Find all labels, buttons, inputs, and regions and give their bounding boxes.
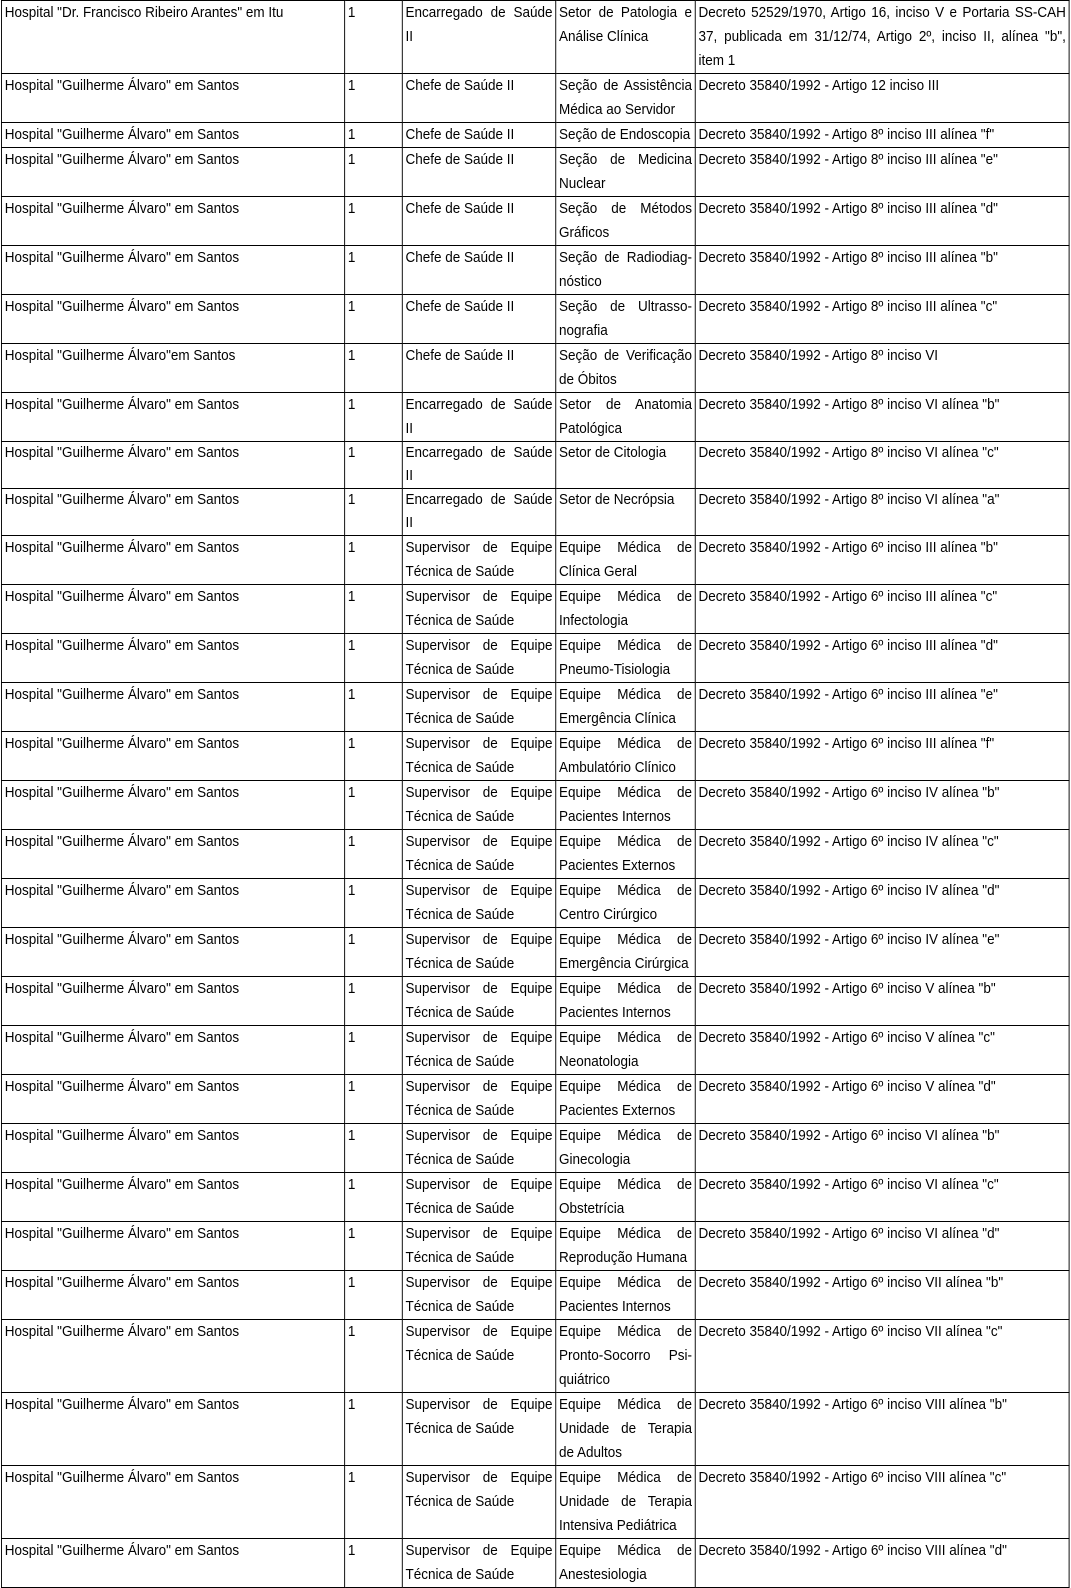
function-cell: Chefe de Saúde II [402, 246, 555, 295]
table-row [1, 683, 1069, 732]
unit-cell: Hospital "Guilherme Álvaro" em Santos [1, 732, 344, 781]
function-cell: Supervisor de Equipe Técnica de Saúde [402, 1320, 555, 1393]
unit-cell: Hospital "Dr. Francisco Ribeiro Arantes" em Itu [1, 1, 344, 74]
quantity-cell: 1 [345, 1466, 403, 1539]
sector-cell: Equipe Médica de Pneumo-Tisiologia [556, 634, 696, 683]
function-cell: Supervisor de Equipe Técnica de Saúde [402, 879, 555, 928]
legal-basis-cell: Decreto 35840/1992 - Artigo 6º inciso VII alínea "b" [695, 1271, 1069, 1320]
sector-cell: Equipe Médica de Clínica Geral [556, 536, 696, 585]
quantity-cell: 1 [345, 683, 403, 732]
legal-basis-cell: Decreto 35840/1992 - Artigo 8º inciso VI alínea "a" [695, 489, 1069, 536]
quantity-cell: 1 [345, 1222, 403, 1271]
function-cell: Supervisor de Equipe Técnica de Saúde [402, 1026, 555, 1075]
table-row [1, 1026, 1069, 1075]
sector-cell: Seção de Assistência Médica ao Servidor [556, 74, 696, 123]
unit-cell: Hospital "Guilherme Álvaro" em Santos [1, 1393, 344, 1466]
sector-cell: Seção de Endoscopia [556, 123, 696, 148]
unit-cell: Hospital "Guilherme Álvaro" em Santos [1, 928, 344, 977]
function-cell: Chefe de Saúde II [402, 123, 555, 148]
unit-cell: Hospital "Guilherme Álvaro" em Santos [1, 634, 344, 683]
sector-cell: Equipe Médica de Ginecologia [556, 1124, 696, 1173]
quantity-cell: 1 [345, 1539, 403, 1588]
quantity-cell: 1 [345, 977, 403, 1026]
quantity-cell: 1 [345, 246, 403, 295]
quantity-cell: 1 [345, 1271, 403, 1320]
legal-basis-cell: Decreto 35840/1992 - Artigo 8º inciso VI [695, 344, 1069, 393]
legal-basis-cell: Decreto 35840/1992 - Artigo 6º inciso VIII alínea "d" [695, 1539, 1069, 1588]
function-cell: Supervisor de Equipe Técnica de Saúde [402, 928, 555, 977]
table-row [1, 442, 1069, 489]
table-row [1, 393, 1069, 442]
table-row [1, 344, 1069, 393]
unit-cell: Hospital "Guilherme Álvaro" em Santos [1, 489, 344, 536]
function-cell: Supervisor de Equipe Técnica de Saúde [402, 977, 555, 1026]
sector-cell: Equipe Médica de Pacientes Externos [556, 830, 696, 879]
table-row [1, 977, 1069, 1026]
table-row [1, 295, 1069, 344]
function-cell: Chefe de Saúde II [402, 148, 555, 197]
legal-basis-cell: Decreto 35840/1992 - Artigo 6º inciso V alínea "c" [695, 1026, 1069, 1075]
legal-basis-cell: Decreto 35840/1992 - Artigo 6º inciso III alínea "f" [695, 732, 1069, 781]
unit-cell: Hospital "Guilherme Álvaro" em Santos [1, 74, 344, 123]
legal-basis-cell: Decreto 35840/1992 - Artigo 6º inciso VI alínea "d" [695, 1222, 1069, 1271]
quantity-cell: 1 [345, 585, 403, 634]
quantity-cell: 1 [345, 928, 403, 977]
unit-cell: Hospital "Guilherme Álvaro" em Santos [1, 1075, 344, 1124]
table-row [1, 928, 1069, 977]
legal-basis-cell: Decreto 35840/1992 - Artigo 6º inciso III alínea "b" [695, 536, 1069, 585]
quantity-cell: 1 [345, 536, 403, 585]
unit-cell: Hospital "Guilherme Álvaro" em Santos [1, 1320, 344, 1393]
table-row [1, 879, 1069, 928]
sector-cell: Equipe Médica de Pacientes Internos [556, 977, 696, 1026]
function-cell: Supervisor de Equipe Técnica de Saúde [402, 781, 555, 830]
sector-cell: Equipe Médica de Ambulatório Clínico [556, 732, 696, 781]
quantity-cell: 1 [345, 1, 403, 74]
table-row [1, 246, 1069, 295]
sector-cell: Equipe Médica de Pacientes Internos [556, 1271, 696, 1320]
legal-basis-cell: Decreto 35840/1992 - Artigo 6º inciso III alínea "e" [695, 683, 1069, 732]
legal-basis-cell: Decreto 35840/1992 - Artigo 6º inciso VII alínea "c" [695, 1320, 1069, 1393]
sector-cell: Equipe Médica de Obstetrícia [556, 1173, 696, 1222]
table-row [1, 732, 1069, 781]
legal-basis-cell: Decreto 35840/1992 - Artigo 6º inciso V alínea "d" [695, 1075, 1069, 1124]
table-row [1, 197, 1069, 246]
sector-cell: Equipe Médica de Infectologia [556, 585, 696, 634]
legal-basis-cell: Decreto 35840/1992 - Artigo 6º inciso IV alínea "e" [695, 928, 1069, 977]
sector-cell: Seção de Verificação de Óbitos [556, 344, 696, 393]
sector-cell: Seção de Métodos Gráficos [556, 197, 696, 246]
unit-cell: Hospital "Guilherme Álvaro" em Santos [1, 977, 344, 1026]
table-row [1, 1393, 1069, 1466]
sector-cell: Seção de Radiodiag-nóstico [556, 246, 696, 295]
unit-cell: Hospital "Guilherme Álvaro" em Santos [1, 1026, 344, 1075]
sector-cell: Equipe Médica de Anestesiologia [556, 1539, 696, 1588]
sector-cell: Equipe Médica de Centro Cirúrgico [556, 879, 696, 928]
sector-cell: Equipe Médica de Pacientes Internos [556, 781, 696, 830]
sector-cell: Equipe Médica de Reprodução Humana [556, 1222, 696, 1271]
table-row [1, 1222, 1069, 1271]
quantity-cell: 1 [345, 634, 403, 683]
legal-basis-cell: Decreto 35840/1992 - Artigo 6º inciso VI alínea "c" [695, 1173, 1069, 1222]
sector-cell: Equipe Médica de Emergência Cirúrgica [556, 928, 696, 977]
sector-cell: Setor de Citologia [556, 442, 696, 489]
sector-cell: Setor de Anatomia Patológica [556, 393, 696, 442]
legal-basis-cell: Decreto 35840/1992 - Artigo 8º inciso III alínea "d" [695, 197, 1069, 246]
quantity-cell: 1 [345, 74, 403, 123]
function-cell: Encarregado de Saúde II [402, 1, 555, 74]
legal-basis-cell: Decreto 35840/1992 - Artigo 6º inciso III alínea "c" [695, 585, 1069, 634]
unit-cell: Hospital "Guilherme Álvaro" em Santos [1, 442, 344, 489]
function-cell: Supervisor de Equipe Técnica de Saúde [402, 634, 555, 683]
quantity-cell: 1 [345, 1075, 403, 1124]
function-cell: Encarregado de Saúde II [402, 489, 555, 536]
function-cell: Supervisor de Equipe Técnica de Saúde [402, 830, 555, 879]
table-row [1, 489, 1069, 536]
unit-cell: Hospital "Guilherme Álvaro" em Santos [1, 585, 344, 634]
sector-cell: Seção de Medicina Nuclear [556, 148, 696, 197]
sector-cell: Seção de Ultrasso-nografia [556, 295, 696, 344]
legal-basis-cell: Decreto 35840/1992 - Artigo 6º inciso VIII alínea "c" [695, 1466, 1069, 1539]
legal-basis-cell: Decreto 52529/1970, Artigo 16, inciso V e Portaria SS-CAH 37, publicada em 31/12/74, Artigo 2º, inciso II, alínea "b", item 1 [695, 1, 1069, 74]
table-row [1, 1271, 1069, 1320]
function-cell: Supervisor de Equipe Técnica de Saúde [402, 1466, 555, 1539]
quantity-cell: 1 [345, 393, 403, 442]
sector-cell: Setor de Patologia e Análise Clínica [556, 1, 696, 74]
unit-cell: Hospital "Guilherme Álvaro" em Santos [1, 879, 344, 928]
legal-basis-cell: Decreto 35840/1992 - Artigo 6º inciso VIII alínea "b" [695, 1393, 1069, 1466]
sector-cell: Equipe Médica de Unidade de Terapia Intensiva Pediátrica [556, 1466, 696, 1539]
table-row [1, 585, 1069, 634]
unit-cell: Hospital "Guilherme Álvaro" em Santos [1, 1271, 344, 1320]
function-cell: Chefe de Saúde II [402, 295, 555, 344]
function-cell: Encarregado de Saúde II [402, 393, 555, 442]
quantity-cell: 1 [345, 489, 403, 536]
quantity-cell: 1 [345, 781, 403, 830]
unit-cell: Hospital "Guilherme Álvaro" em Santos [1, 1466, 344, 1539]
unit-cell: Hospital "Guilherme Álvaro" em Santos [1, 1173, 344, 1222]
legal-basis-cell: Decreto 35840/1992 - Artigo 6º inciso IV alínea "d" [695, 879, 1069, 928]
positions-table [1, 0, 1070, 1588]
function-cell: Supervisor de Equipe Técnica de Saúde [402, 536, 555, 585]
unit-cell: Hospital "Guilherme Álvaro" em Santos [1, 246, 344, 295]
legal-basis-cell: Decreto 35840/1992 - Artigo 8º inciso VI alínea "b" [695, 393, 1069, 442]
sector-cell: Setor de Necrópsia [556, 489, 696, 536]
quantity-cell: 1 [345, 197, 403, 246]
legal-basis-cell: Decreto 35840/1992 - Artigo 6º inciso VI alínea "b" [695, 1124, 1069, 1173]
unit-cell: Hospital "Guilherme Álvaro"em Santos [1, 344, 344, 393]
quantity-cell: 1 [345, 295, 403, 344]
function-cell: Supervisor de Equipe Técnica de Saúde [402, 1539, 555, 1588]
unit-cell: Hospital "Guilherme Álvaro" em Santos [1, 148, 344, 197]
table-row [1, 1466, 1069, 1539]
quantity-cell: 1 [345, 1124, 403, 1173]
unit-cell: Hospital "Guilherme Álvaro" em Santos [1, 683, 344, 732]
positions-table-body [1, 1, 1069, 1588]
function-cell: Supervisor de Equipe Técnica de Saúde [402, 1271, 555, 1320]
quantity-cell: 1 [345, 344, 403, 393]
unit-cell: Hospital "Guilherme Álvaro" em Santos [1, 781, 344, 830]
quantity-cell: 1 [345, 1320, 403, 1393]
quantity-cell: 1 [345, 123, 403, 148]
table-row [1, 536, 1069, 585]
legal-basis-cell: Decreto 35840/1992 - Artigo 8º inciso III alínea "c" [695, 295, 1069, 344]
table-row [1, 781, 1069, 830]
table-row [1, 634, 1069, 683]
table-row [1, 1173, 1069, 1222]
function-cell: Chefe de Saúde II [402, 344, 555, 393]
sector-cell: Equipe Médica de Neonatologia [556, 1026, 696, 1075]
unit-cell: Hospital "Guilherme Álvaro" em Santos [1, 830, 344, 879]
quantity-cell: 1 [345, 830, 403, 879]
sector-cell: Equipe Médica de Pronto-Socorro Psi-quiátrico [556, 1320, 696, 1393]
function-cell: Supervisor de Equipe Técnica de Saúde [402, 1222, 555, 1271]
function-cell: Chefe de Saúde II [402, 74, 555, 123]
unit-cell: Hospital "Guilherme Álvaro" em Santos [1, 1539, 344, 1588]
table-row [1, 123, 1069, 148]
legal-basis-cell: Decreto 35840/1992 - Artigo 6º inciso IV alínea "b" [695, 781, 1069, 830]
quantity-cell: 1 [345, 1393, 403, 1466]
table-row [1, 148, 1069, 197]
function-cell: Supervisor de Equipe Técnica de Saúde [402, 1075, 555, 1124]
legal-basis-cell: Decreto 35840/1992 - Artigo 8º inciso III alínea "e" [695, 148, 1069, 197]
table-row [1, 1075, 1069, 1124]
quantity-cell: 1 [345, 442, 403, 489]
unit-cell: Hospital "Guilherme Álvaro" em Santos [1, 197, 344, 246]
function-cell: Supervisor de Equipe Técnica de Saúde [402, 1393, 555, 1466]
unit-cell: Hospital "Guilherme Álvaro" em Santos [1, 393, 344, 442]
function-cell: Encarregado de Saúde II [402, 442, 555, 489]
function-cell: Supervisor de Equipe Técnica de Saúde [402, 683, 555, 732]
unit-cell: Hospital "Guilherme Álvaro" em Santos [1, 1222, 344, 1271]
quantity-cell: 1 [345, 1026, 403, 1075]
unit-cell: Hospital "Guilherme Álvaro" em Santos [1, 295, 344, 344]
legal-basis-cell: Decreto 35840/1992 - Artigo 6º inciso V alínea "b" [695, 977, 1069, 1026]
table-row [1, 1320, 1069, 1393]
table-row [1, 74, 1069, 123]
quantity-cell: 1 [345, 148, 403, 197]
sector-cell: Equipe Médica de Unidade de Terapia de Adultos [556, 1393, 696, 1466]
legal-basis-cell: Decreto 35840/1992 - Artigo 12 inciso III [695, 74, 1069, 123]
quantity-cell: 1 [345, 732, 403, 781]
legal-basis-cell: Decreto 35840/1992 - Artigo 8º inciso III alínea "f" [695, 123, 1069, 148]
function-cell: Chefe de Saúde II [402, 197, 555, 246]
legal-basis-cell: Decreto 35840/1992 - Artigo 8º inciso VI alínea "c" [695, 442, 1069, 489]
unit-cell: Hospital "Guilherme Álvaro" em Santos [1, 1124, 344, 1173]
legal-basis-cell: Decreto 35840/1992 - Artigo 8º inciso III alínea "b" [695, 246, 1069, 295]
table-row [1, 1124, 1069, 1173]
legal-basis-cell: Decreto 35840/1992 - Artigo 6º inciso III alínea "d" [695, 634, 1069, 683]
table-row [1, 1, 1069, 74]
function-cell: Supervisor de Equipe Técnica de Saúde [402, 1173, 555, 1222]
sector-cell: Equipe Médica de Emergência Clínica [556, 683, 696, 732]
legal-basis-cell: Decreto 35840/1992 - Artigo 6º inciso IV alínea "c" [695, 830, 1069, 879]
function-cell: Supervisor de Equipe Técnica de Saúde [402, 585, 555, 634]
function-cell: Supervisor de Equipe Técnica de Saúde [402, 1124, 555, 1173]
table-row [1, 1539, 1069, 1588]
quantity-cell: 1 [345, 1173, 403, 1222]
unit-cell: Hospital "Guilherme Álvaro" em Santos [1, 536, 344, 585]
sector-cell: Equipe Médica de Pacientes Externos [556, 1075, 696, 1124]
quantity-cell: 1 [345, 879, 403, 928]
unit-cell: Hospital "Guilherme Álvaro" em Santos [1, 123, 344, 148]
table-row [1, 830, 1069, 879]
function-cell: Supervisor de Equipe Técnica de Saúde [402, 732, 555, 781]
